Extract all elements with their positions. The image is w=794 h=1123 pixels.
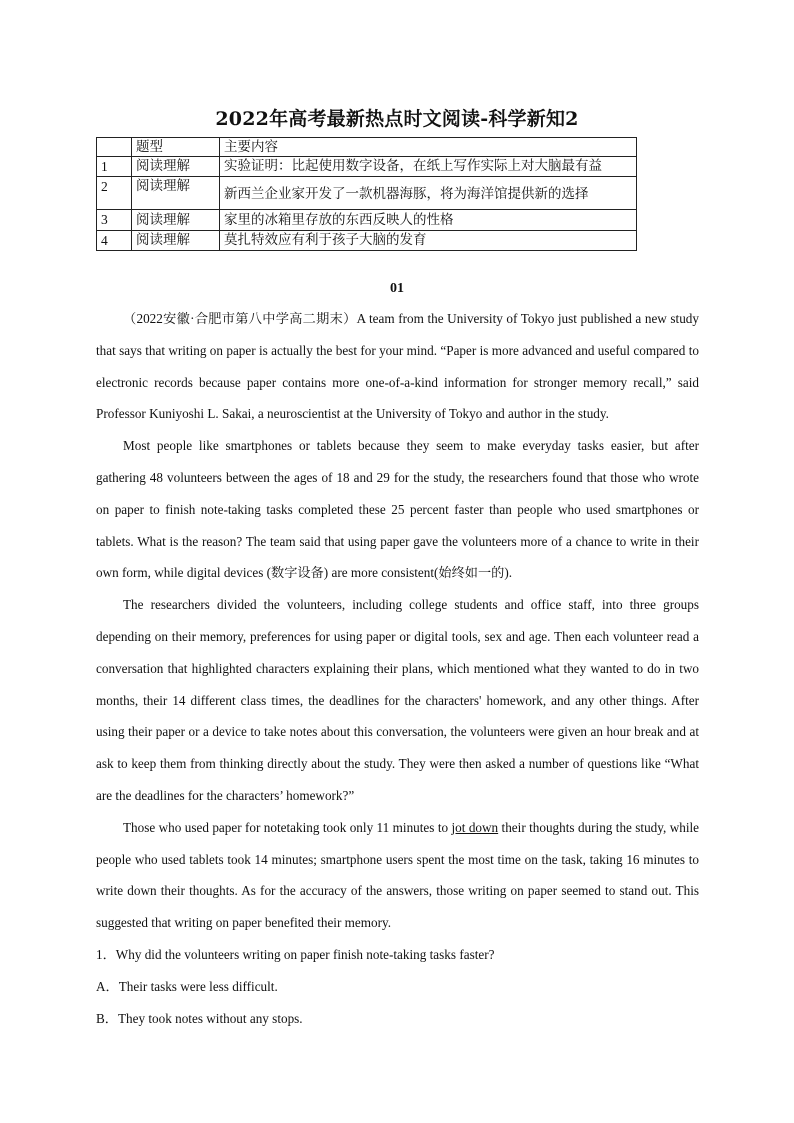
paragraph: （2022安徽·合肥市第八中学高二期末）A team from the University of Tokyo just published a new study that says that writing on paper is actually the best for your mind. “Paper is more advanced and useful compared to electronic records because paper contains more one-of-a-kind information for stronger memory recall,” said Professor Kuniyoshi L. Sakai, a neuroscientist at the University of Tokyo and author in the study. bbox=[96, 311, 699, 422]
row-number: 4 bbox=[97, 231, 132, 251]
row-content: 实验证明：比起使用数字设备，在纸上写作实际上对大脑最有益 bbox=[220, 157, 637, 177]
row-type: 阅读理解 bbox=[132, 157, 220, 177]
table-row bbox=[97, 231, 637, 251]
table-header-cell bbox=[97, 138, 132, 157]
answer-option-b: B．They took notes without any stops. bbox=[96, 1010, 303, 1026]
document-title: 2022年高考最新热点时文阅读-科学新知2 bbox=[215, 108, 579, 130]
table-row bbox=[97, 210, 637, 231]
paragraph-text: Those who used paper for notetaking took only 11 minutes to bbox=[123, 819, 452, 835]
row-content: 家里的冰箱里存放的东西反映人的性格 bbox=[220, 210, 637, 231]
paragraph: Most people like smartphones or tablets because they seem to make everyday tasks easier, but after gathering 48 volunteers between the ages of 18 and 29 for the study, the researchers found that those who wrote on paper to finish note-taking tasks completed these 25 percent faster than people who used smartphones or tablets. What is the reason? The team said that using paper gave the volunteers more of a chance to write in their own form, while digital devices (数字设备) are more consistent(始终如一的). bbox=[96, 438, 699, 581]
row-number: 3 bbox=[97, 210, 132, 231]
row-number: 1 bbox=[97, 157, 132, 177]
row-number: 2 bbox=[97, 177, 132, 210]
table-row bbox=[97, 177, 637, 210]
table-header-cell: 题型 bbox=[132, 138, 220, 157]
row-content: 莫扎特效应有利于孩子大脑的发育 bbox=[220, 231, 637, 251]
section-number: 01 bbox=[390, 281, 404, 296]
table-header-cell: 主要内容 bbox=[220, 138, 637, 157]
row-type: 阅读理解 bbox=[132, 210, 220, 231]
table-row bbox=[97, 157, 637, 177]
paragraph: The researchers divided the volunteers, including college students and office staff, into three groups depending on their memory, preferences for using paper or digital tools, sex and age. Then each volunteer read a conversation that highlighted characters explaining their plans, which mentioned what they wanted to do in two months, their 14 different class times, the deadlines for the characters' homework, and any other things. After using their paper or a device to take notes about this conversation, the volunteers were given an hour break and at ask to keep them from thinking directly about the study. They were then asked a number of questions like “What are the deadlines for the characters’ homework?” bbox=[96, 597, 699, 803]
paragraph bbox=[96, 812, 699, 939]
question-stem: 1．Why did the volunteers writing on paper finish note-taking tasks faster? bbox=[96, 946, 495, 962]
passage bbox=[96, 303, 699, 1034]
row-content: 新西兰企业家开发了一款机器海豚，将为海洋馆提供新的选择 bbox=[220, 177, 637, 210]
row-type: 阅读理解 bbox=[132, 231, 220, 251]
underlined-phrase: jot down bbox=[451, 819, 499, 835]
answer-option-a: A．Their tasks were less difficult. bbox=[96, 978, 278, 994]
summary-table bbox=[96, 137, 637, 251]
table-header-row bbox=[97, 138, 637, 157]
row-type: 阅读理解 bbox=[132, 177, 220, 210]
paragraph-text: their thoughts during the study, while people who used tablets took 14 minutes; smartphone users spent the most time on the task, taking 16 minutes to write down their thoughts. As for the accuracy of the answers, those writing on paper seemed to stand out. This suggested that writing on paper benefited their memory. bbox=[96, 819, 700, 931]
